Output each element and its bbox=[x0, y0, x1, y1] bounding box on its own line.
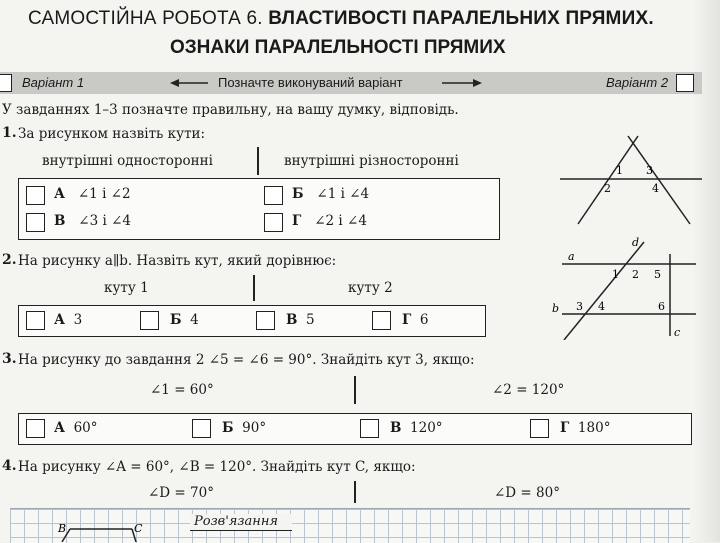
task3-question: На рисунку до завдання 2 ∠5 = ∠6 = 90°. Знайдіть кут 3, якщо: bbox=[18, 352, 475, 368]
page-title-line1 bbox=[28, 8, 654, 30]
variant2-label: Варіант 2 bbox=[606, 75, 669, 90]
title-prefix: САМОСТІЙНА РОБОТА 6. bbox=[28, 8, 263, 29]
variant2-checkbox[interactable] bbox=[676, 74, 694, 92]
task1-option-a-checkbox[interactable] bbox=[26, 186, 45, 205]
fig1-line-left bbox=[578, 136, 638, 224]
fig2-label-1: 1 bbox=[612, 268, 619, 281]
figure2-parallel-lines-diagram bbox=[548, 236, 706, 340]
task2-option-d-checkbox[interactable] bbox=[372, 311, 391, 330]
task2-option-a-checkbox[interactable] bbox=[26, 311, 45, 330]
title-main: ВЛАСТИВОСТІ ПАРАЛЕЛЬНИХ ПРЯМИХ. bbox=[268, 8, 654, 29]
task2-option-b-checkbox[interactable] bbox=[140, 311, 159, 330]
task3-option-b-checkbox[interactable] bbox=[192, 419, 211, 438]
task1-col2-label: внутрішні різносторонні bbox=[284, 153, 459, 169]
task1-question: За рисунком назвіть кути: bbox=[18, 126, 206, 142]
task1-option-d-checkbox[interactable] bbox=[264, 213, 283, 232]
task4-col2-label: ∠D = 80° bbox=[494, 485, 560, 501]
task3-option-b: Б 90° bbox=[222, 420, 267, 436]
variant1-checkbox[interactable] bbox=[0, 74, 12, 92]
task2-col2-label: куту 2 bbox=[348, 280, 393, 296]
task1-col1-label: внутрішні односторонні bbox=[42, 153, 213, 169]
variant-instruction: Позначте виконуваний варіант bbox=[218, 75, 403, 90]
fig1-label-4: 4 bbox=[652, 182, 659, 195]
fig2-label-d: d bbox=[632, 236, 640, 249]
task3-option-a-checkbox[interactable] bbox=[26, 419, 45, 438]
fig1-label-3: 3 bbox=[646, 164, 653, 177]
task2-option-c: В 5 bbox=[286, 312, 315, 328]
task3-option-c-checkbox[interactable] bbox=[360, 419, 379, 438]
fig4-label-b: B bbox=[58, 522, 67, 535]
task3-col1-label: ∠1 = 60° bbox=[150, 382, 214, 398]
fig2-label-4: 4 bbox=[598, 300, 605, 313]
fig2-label-b: b bbox=[552, 302, 560, 315]
arrow-right-icon bbox=[442, 78, 482, 88]
task4-col1-label: ∠D = 70° bbox=[148, 485, 214, 501]
task1-option-b-checkbox[interactable] bbox=[264, 186, 283, 205]
task1-option-d: Г ∠2 і ∠4 bbox=[292, 213, 367, 229]
task1-option-a: А ∠1 і ∠2 bbox=[54, 186, 131, 202]
task4-column-divider bbox=[354, 481, 356, 503]
fig2-label-6: 6 bbox=[658, 300, 665, 313]
task3-column-divider bbox=[354, 376, 356, 404]
fig4-label-c: C bbox=[134, 522, 143, 535]
fig2-label-2: 2 bbox=[632, 268, 639, 281]
fig1-label-1: 1 bbox=[616, 164, 623, 177]
page-title-line2: ОЗНАКИ ПАРАЛЕЛЬНОСТІ ПРЯМИХ bbox=[170, 37, 506, 58]
task1-option-c-checkbox[interactable] bbox=[26, 213, 45, 232]
fig1-label-2: 2 bbox=[604, 182, 611, 195]
task2-col1-label: куту 1 bbox=[104, 280, 149, 296]
task4-number: 4. bbox=[2, 458, 17, 474]
task2-option-d: Г 6 bbox=[402, 312, 429, 328]
variant-bar bbox=[0, 72, 702, 94]
task3-option-d-checkbox[interactable] bbox=[530, 419, 549, 438]
task2-option-c-checkbox[interactable] bbox=[256, 311, 275, 330]
task1-option-c: В ∠3 і ∠4 bbox=[54, 213, 131, 229]
task2-option-b: Б 4 bbox=[170, 312, 199, 328]
fig2-label-a: a bbox=[568, 250, 575, 263]
task1-option-b: Б ∠1 і ∠4 bbox=[292, 186, 370, 202]
task4-question: На рисунку ∠A = 60°, ∠B = 120°. Знайдіть кут C, якщо: bbox=[18, 459, 416, 475]
fig2-label-5: 5 bbox=[654, 268, 661, 281]
instruction-text: У завданнях 1–3 позначте правильну, на вашу думку, відповідь. bbox=[2, 102, 459, 118]
figure4-trapezoid-diagram bbox=[52, 518, 162, 542]
task3-col2-label: ∠2 = 120° bbox=[492, 382, 565, 398]
task1-column-divider bbox=[257, 147, 259, 175]
fig2-label-3: 3 bbox=[576, 300, 583, 313]
fig2-label-c: c bbox=[674, 326, 681, 339]
arrow-left-icon bbox=[170, 78, 210, 88]
task2-column-divider bbox=[253, 275, 255, 301]
task1-number: 1. bbox=[2, 125, 17, 141]
task3-option-d: Г 180° bbox=[560, 420, 611, 436]
task3-option-a: А 60° bbox=[54, 420, 98, 436]
task2-option-a: А 3 bbox=[54, 312, 83, 328]
figure1-lines-diagram bbox=[560, 132, 702, 230]
task3-option-c: В 120° bbox=[390, 420, 443, 436]
fig1-line-right bbox=[628, 136, 690, 224]
task3-number: 3. bbox=[2, 351, 17, 367]
variant1-label: Варіант 1 bbox=[22, 75, 85, 90]
task2-question: На рисунку a∥b. Назвіть кут, який дорівнює: bbox=[18, 253, 337, 269]
solution-label: Розв'язання bbox=[194, 514, 278, 529]
fig2-line-d bbox=[564, 242, 644, 340]
task2-number: 2. bbox=[2, 252, 17, 268]
